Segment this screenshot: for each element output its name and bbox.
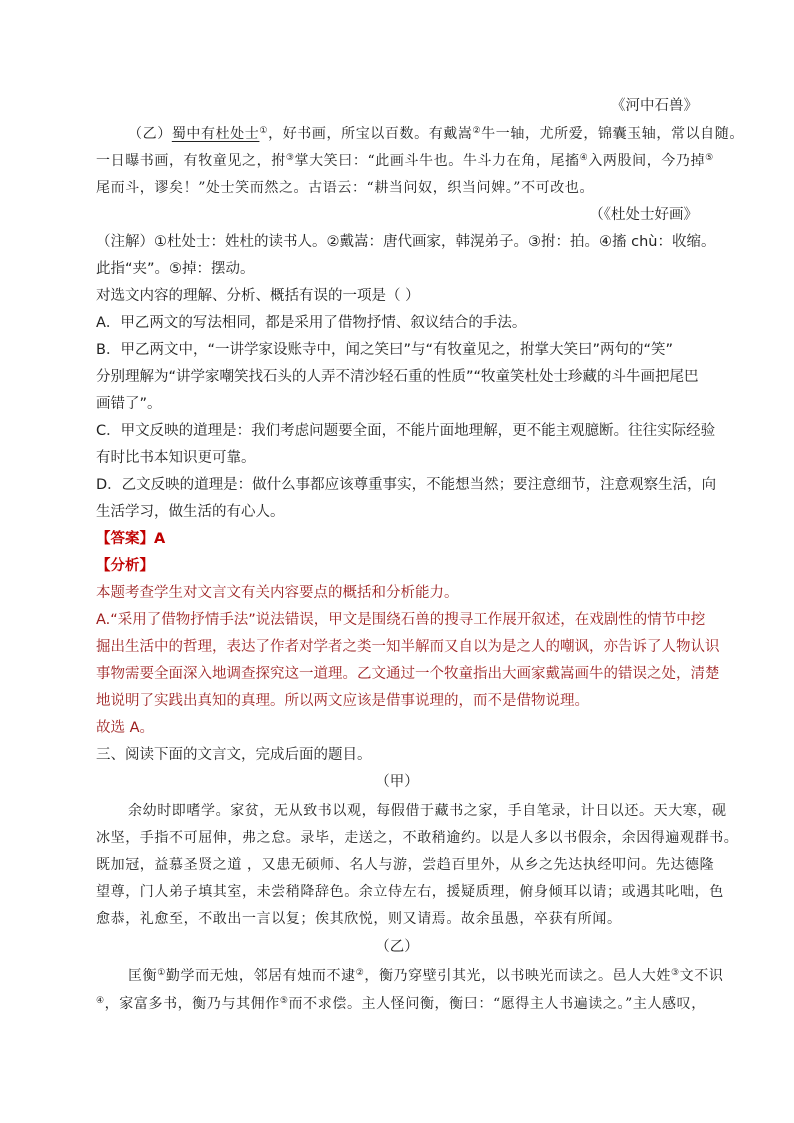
jia-line-2: 冰坚，手指不可屈伸，弗之怠。录毕，走送之，不敢稍逾约。以是人多以书假余，余因得遍观群书。 xyxy=(96,830,739,846)
passage-b-line-2: 一日曝书画，有牧童见之，拊③掌大笑曰：“此画斗牛也。牛斗力在角，尾搐④入两股间，今乃掉⑤ xyxy=(96,153,714,169)
option-a: A．甲乙两文的写法相同，都是采用了借物抒情、叙议结合的手法。 xyxy=(96,315,527,331)
section-3-heading: 三、阅读下面的文言文，完成后面的题目。 xyxy=(96,747,372,763)
option-d-line-1: D．乙文反映的道理是：做什么事都应该尊重事实，不能想当然；要注意细节，注意观察生活，向 xyxy=(96,477,717,493)
answer-value: A xyxy=(154,531,166,547)
footnote-marker: ② xyxy=(472,126,482,136)
analysis-line-5: 地说明了实践出真知的真理。所以两文应该是借事说理的，而不是借物说理。 xyxy=(96,693,589,709)
footnote-marker: ② xyxy=(355,968,365,978)
jia-title: （甲） xyxy=(375,774,419,790)
passage-a-source: 《河中石兽》 xyxy=(611,98,698,114)
answer-line xyxy=(96,529,165,549)
analysis-label: 【分析】 xyxy=(96,558,154,574)
footnote-marker: ③ xyxy=(285,153,295,163)
answer-label: 【答案】 xyxy=(96,531,154,547)
jia-line-3: 既加冠，益慕圣贤之道 ，又患无硕师、名人与游，尝趋百里外，从乡之先达执经叩问。先达德隆 xyxy=(96,857,715,873)
footnote-marker: ① xyxy=(157,968,166,978)
jia-line-4: 望尊，门人弟子填其室，未尝稍降辞色。余立侍左右，援疑质理，俯身倾耳以请；或遇其叱咄，色 xyxy=(96,884,724,900)
footnote-marker: ⑤ xyxy=(705,153,714,163)
analysis-line-2: A.“采用了借物抒情手法”说法错误，甲文是围绕石兽的搜寻工作展开叙述，在戏剧性的情节中挖 xyxy=(96,612,706,628)
option-b-line-1: B．甲乙两文中，“一讲学家设账寺中，闻之笑曰”与“有牧童见之，拊掌大笑曰”两句的“笑” xyxy=(96,342,674,358)
option-c-line-1: C．甲文反映的道理是：我们考虑问题要全面，不能片面地理解，更不能主观臆断。往往实际经验 xyxy=(96,423,716,439)
option-b-line-2: 分别理解为“讲学家嘲笑找石头的人弄不清沙轻石重的性质”“牧童笑杜处士珍藏的斗牛画把尾巴 xyxy=(96,369,699,385)
analysis-conclusion: 故选 A。 xyxy=(96,720,155,736)
passage-b-label: （乙） xyxy=(128,126,172,142)
jia-line-5: 愈恭，礼愈至，不敢出一言以复；俟其欣悦，则又请焉。故余虽愚，卒获有所闻。 xyxy=(96,911,622,927)
jia-line-1: 余幼时即嗜学。家贫，无从致书以观，每假借于藏书之家，手自笔录，计日以还。天大寒，砚 xyxy=(128,803,727,819)
option-c-line-2: 有时比书本知识更可靠。 xyxy=(96,450,256,466)
passage-b-line-1: （乙）蜀中有杜处士①，好书画，所宝以百数。有戴嵩②牛一轴，尤所爱，锦囊玉轴，常以自随。 xyxy=(128,126,744,142)
passage-b-source: （《杜处士好画》 xyxy=(589,207,698,223)
passage-b-underlined: 蜀中有杜处士 xyxy=(171,126,260,142)
footnote-marker: ③ xyxy=(670,968,680,978)
notes-line-1: （注解）①杜处士：姓杜的读书人。②戴嵩：唐代画家，韩滉弟子。③拊：拍。④搐 chù：收缩。 xyxy=(96,234,716,250)
analysis-line-4: 事物需要全面深入地调查探究这一道理。乙文通过一个牧童指出大画家戴嵩画牛的错误之处，清楚 xyxy=(96,666,720,682)
yi-title: （乙） xyxy=(375,939,419,955)
footnote-marker: ④ xyxy=(96,996,105,1006)
footnote-marker: ④ xyxy=(579,153,589,163)
option-b-line-3: 画错了”。 xyxy=(96,396,162,412)
footnote-marker: ⑤ xyxy=(279,996,289,1006)
analysis-line-1: 本题考查学生对文言文有关内容要点的概括和分析能力。 xyxy=(96,585,459,601)
yi-line-1: 匡衡①勤学而无烛，邻居有烛而不逮②，衡乃穿壁引其光，以书映光而读之。邑人大姓③文不识 xyxy=(128,968,724,984)
notes-line-2: 此指“夹”。⑤掉：摆动。 xyxy=(96,261,255,277)
question-stem: 对选文内容的理解、分析、概括有误的一项是（ ） xyxy=(96,288,420,304)
passage-b-line-3: 尾而斗，谬矣！”处士笑而然之。古语云：“耕当问奴，织当问婢。”不可改也。 xyxy=(96,180,595,196)
analysis-line-3: 掘出生活中的哲理，表达了作者对学者之类一知半解而又自以为是之人的嘲讽，亦告诉了人物认识 xyxy=(96,639,720,655)
footnote-marker: ① xyxy=(259,126,269,136)
option-d-line-2: 生活学习，做生活的有心人。 xyxy=(96,504,285,520)
yi-line-2: ④，家富多书，衡乃与其佣作⑤而不求偿。主人怪问衡，衡曰：“愿得主人书遍读之。”主人感叹， xyxy=(96,996,706,1012)
